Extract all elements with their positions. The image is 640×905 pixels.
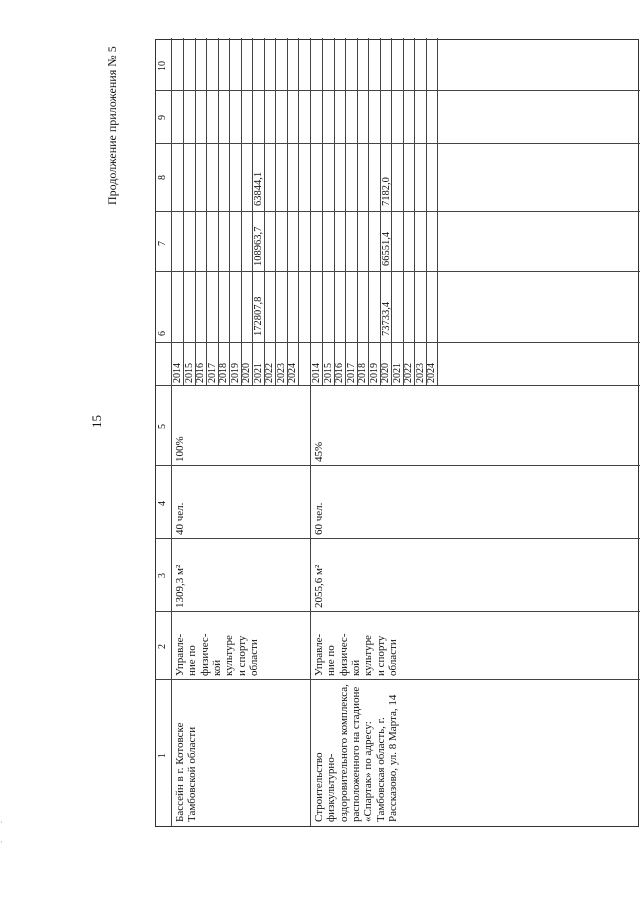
row1-readiness: 100% (174, 436, 186, 462)
col-num-4: 4 (157, 501, 168, 506)
row1-year: 2017 (207, 363, 218, 383)
col-num-5: 5 (157, 424, 168, 429)
row2-object: Строительство физкультурно-оздоровительного комплекса, расположенного на стадионе «Спартак» по адресу: Тамбовская область, г. Рассказово, ул. 8 Марта, 14 (313, 684, 399, 822)
row2-col7-2020: 66551,4 (381, 231, 392, 266)
appendix-title: Продолжение приложения № 5 (105, 46, 119, 205)
row1-object: Бассейн в г. Котовске Тамбовской области (174, 722, 199, 822)
row2-year: 2024 (426, 363, 437, 383)
row1-year: 2022 (264, 363, 275, 383)
row2-year: 2019 (369, 363, 380, 383)
header-separator (171, 38, 172, 826)
row2-year: 2022 (403, 363, 414, 383)
row2-capacity: 60 чел. (313, 502, 325, 535)
row1-year: 2020 (241, 363, 252, 383)
row1-year: 2015 (184, 363, 195, 383)
row2-year: 2014 (311, 363, 322, 383)
col-num-6: 6 (157, 331, 168, 336)
row1-col7-2021: 108963,7 (253, 226, 264, 266)
row1-col8-2021: 63844,1 (253, 171, 264, 206)
scan-mark: · (0, 838, 3, 847)
budget-table (155, 39, 639, 827)
row2-year: 2021 (392, 363, 403, 383)
row1-year: 2024 (287, 363, 298, 383)
row2-year: 2015 (323, 363, 334, 383)
row2-year: 2017 (346, 363, 357, 383)
row1-executor: Управле- ние по физичес- кой культуре и спорту области (174, 633, 260, 676)
col-num-1: 1 (157, 753, 168, 758)
col-num-8: 8 (157, 175, 168, 180)
row2-executor: Управле- ние по физичес- кой культуре и спорту области (313, 633, 399, 676)
col-num-2: 2 (157, 644, 168, 649)
row2-year: 2018 (357, 363, 368, 383)
row1-year: 2021 (253, 363, 264, 383)
col-num-3: 3 (157, 573, 168, 578)
row1-capacity: 40 чел. (174, 502, 186, 535)
page-number: 15 (89, 415, 104, 428)
col-num-10: 10 (157, 61, 168, 71)
row2-year: 2023 (415, 363, 426, 383)
row1-year: 2019 (230, 363, 241, 383)
row2-col6-2020: 73733,4 (381, 301, 392, 336)
col-num-9: 9 (157, 115, 168, 120)
row2-area: 2055,6 м² (313, 564, 325, 608)
row1-year: 2016 (195, 363, 206, 383)
row-separator (310, 38, 311, 826)
row1-area: 1309,3 м² (174, 564, 186, 608)
row2-readiness: 45% (313, 441, 325, 462)
row1-year: 2018 (218, 363, 229, 383)
row2-col8-2020: 7182,0 (381, 177, 392, 206)
scan-mark: · (0, 818, 3, 827)
row1-col6-2021: 172807,8 (253, 296, 264, 336)
row1-year: 2023 (276, 363, 287, 383)
col-num-7: 7 (157, 241, 168, 246)
row1-year: 2014 (172, 363, 183, 383)
row2-year: 2020 (380, 363, 391, 383)
row2-year: 2016 (334, 363, 345, 383)
